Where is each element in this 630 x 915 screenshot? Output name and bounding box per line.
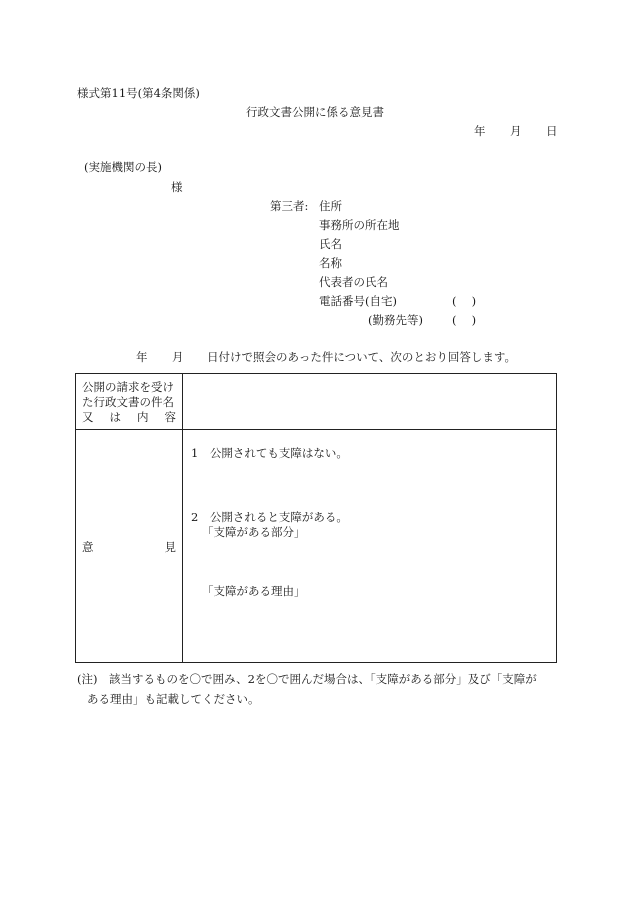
- row1-label-char2: は: [109, 410, 121, 424]
- third-party-phone-work: (勤務先等): [368, 313, 423, 327]
- honorific: 様: [171, 180, 183, 194]
- note-line-2: ある理由」も記載してください。: [87, 692, 260, 706]
- date-day: 日: [546, 124, 558, 138]
- phone-work-paren: ( ): [452, 313, 477, 327]
- body-year: 年: [136, 350, 148, 364]
- third-party-representative: 代表者の氏名: [319, 275, 388, 289]
- form-title: 行政文書公開に係る意見書: [246, 105, 384, 119]
- option-2: 2 公開されると支障がある。: [191, 510, 348, 524]
- third-party-name: 名称: [319, 256, 342, 270]
- form-number: 様式第11号(第4条関係): [77, 86, 200, 100]
- date-month: 月: [510, 124, 522, 138]
- row1-label-char1: 又: [82, 410, 94, 424]
- obstacle-reason: 「支障がある理由」: [202, 584, 306, 598]
- table-column-divider: [182, 374, 183, 662]
- addressee: (実施機関の長): [84, 160, 162, 174]
- option-1: 1 公開されても支障はない。: [191, 446, 348, 460]
- row2-label-char1: 意: [82, 540, 94, 554]
- third-party-label: 第三者:: [270, 199, 309, 213]
- table-row-divider: [76, 429, 556, 430]
- third-party-full-name: 氏名: [319, 237, 342, 251]
- row1-label-char3: 内: [137, 410, 149, 424]
- row2-label: [82, 540, 176, 554]
- date-year: 年: [474, 124, 486, 138]
- row2-label-char2: 見: [164, 540, 176, 554]
- body-month: 月: [172, 350, 184, 364]
- body-sentence: 日付けで照会のあった件について、次のとおり回答します。: [207, 350, 517, 364]
- row1-label-line2: た行政文書の件名: [82, 395, 174, 409]
- obstacle-part: 「支障がある部分」: [202, 525, 306, 539]
- opinion-table: [75, 373, 557, 663]
- row1-label-line1: 公開の請求を受け: [82, 380, 174, 394]
- third-party-phone-home: 電話番号(自宅): [319, 294, 397, 308]
- note-line-1: (注) 該当するものを〇で囲み、2を〇で囲んだ場合は、「支障がある部分」及び「支障が: [77, 672, 537, 686]
- third-party-office-location: 事務所の所在地: [319, 218, 400, 232]
- row1-label-char4: 容: [164, 410, 176, 424]
- row1-label-line3: [82, 410, 176, 424]
- third-party-address: 住所: [319, 199, 342, 213]
- phone-home-paren: ( ): [452, 294, 477, 308]
